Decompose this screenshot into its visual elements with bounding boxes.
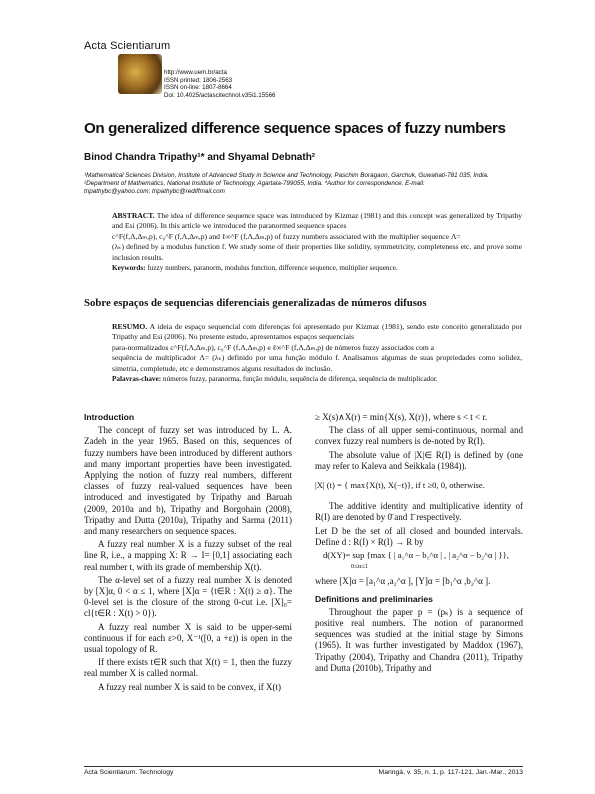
- footer-citation: Maringá, v. 35, n. 1, p. 117-121, Jan.-Mar., 2013: [378, 769, 523, 776]
- issn-online: ISSN on-line: 1807-8664: [164, 84, 232, 92]
- right-paragraph-6: where [X]α = [a₁^α ,a₂^α ], [Y]α = [b₁^α ,b₂^α ].: [315, 576, 491, 587]
- paper-title: On generalized difference sequence spaces of fuzzy numbers: [84, 120, 506, 137]
- resumo-text-3: sequência de multiplicador Λ= (λₖ) definido por uma função módulo f. Analisamos algumas de suas propriedades como solidez, simetria, completude, etc e demonstramos alguns resultados de inclusão.: [112, 353, 522, 373]
- keywords-label: Keywords:: [112, 264, 146, 273]
- palavras-chave-label: Palavras-chave:: [112, 375, 162, 384]
- issn-print: ISSN printed: 1806-2563: [164, 76, 233, 84]
- absolute-value-formula: |X| (t) = { max{X(t), X(−t)}, if t ≥0, 0, otherwise.: [315, 480, 485, 491]
- journal-logo-image: [118, 54, 162, 94]
- right-paragraph-3: The absolute value of |X|∈ R(I) is defined by (one may refer to Kaleva and Seikkala (1984)).: [315, 449, 523, 471]
- intro-paragraph-5: If there exists t∈R such that X(t) = 1, then the fuzzy real number X is called normal.: [84, 657, 292, 679]
- abstract-text-3: (λₖ) defined by a modulus function f. We study some of their properties like solidity, symmetricity, completeness etc. and prove some inclusion results.: [112, 242, 522, 262]
- author-emails: tripathybc@yahoo.com; tripathybc@rediffmail.com: [84, 187, 225, 195]
- intro-paragraph-3: The α-level set of a fuzzy real number X is denoted by [X]α, 0 < α ≤ 1, where [X]α = {t∈R : X(t) ≥ α}. The 0-level set is the closure of the strong 0-cut i.e. [X]₀= cl{t∈R : X(t) > 0}).: [84, 574, 292, 619]
- introduction-heading: Introduction: [84, 412, 135, 422]
- metric-formula: d(XY)= sup {max { | a₁^α − b₁^α | , | a₂^α − b₂^α | }},: [323, 550, 509, 561]
- right-paragraph-7: Throughout the paper p = (pₖ) is a sequence of positive real numbers. The notion of paranormed sequences was studied at the initial stage by Simons (1965). It was further investigated by Maddox (1967), Tripathy (2004), Tripathy and Chandra (2011), Tripathy and Dutta (2010b), Tripathy and: [315, 606, 523, 673]
- affiliation-1: ¹Mathematical Sciences Division, Institute of Advanced Study in Science and Technology, Paschim Boragaon, Garchuk, Guwahati-781 035, India.: [84, 172, 489, 179]
- footer-divider: [84, 766, 523, 767]
- affiliations: [84, 172, 524, 196]
- abstract-label: ABSTRACT.: [112, 211, 155, 220]
- intro-paragraph-4: A fuzzy real number X is said to be upper-semi continuous if for each ε>0, X⁻¹([0, a +ε)) is open in the usual topology of R.: [84, 621, 292, 655]
- resumo: [112, 322, 522, 384]
- metric-formula-subscript: 0≤α≤1: [351, 563, 369, 571]
- right-paragraph-2: The class of all upper semi-continuous, normal and convex fuzzy real numbers is de-noted by R(I).: [315, 425, 523, 447]
- left-column: [84, 412, 292, 695]
- resumo-text-1: A ideia de espaço sequencial com diferenças foi apresentado por Kizmaz (1981), sendo este conceito generalizado por Tripathy and Esi (2006). No presente estudo, apresentamos espaços sequenciais: [112, 322, 523, 342]
- journal-url[interactable]: http://www.uem.br/acta: [164, 69, 227, 76]
- abstract: [112, 211, 522, 273]
- portuguese-title: Sobre espaços de sequencias diferenciais generalizadas de números difusos: [84, 297, 427, 309]
- right-paragraph-4: The additive identity and multiplicative identity of R(I) are denoted by 0̄ and 1̄ respectively.: [315, 501, 523, 523]
- journal-info: [164, 69, 275, 99]
- resumo-label: RESUMO.: [112, 322, 148, 331]
- preliminaries-heading: Definitions and preliminaries: [315, 593, 433, 604]
- footer-journal: Acta Scientiarum. Technology: [84, 769, 174, 776]
- abstract-text-2: c^F(f,Λ,Δₘ,p), c₀^F (f,Λ,Δₘ,p) and ℓ∞^F (f,Λ,Δₘ,p) of fuzzy numbers associated with the multiplier sequence Λ=: [112, 231, 461, 241]
- intro-paragraph-6: A fuzzy real number X is said to be convex, if X(t): [98, 681, 281, 692]
- intro-paragraph-1: The concept of fuzzy set was introduced by L. A. Zadeh in the year 1965. Based on this, sequences of fuzzy numbers have been introduced by different authors and many important properties have been investigated. Applying the notion of fuzzy real numbers, different classes of fuzzy real-valued sequences have been introduced and investigated by Tripathy and Baruah (2009, 2010a and b), Tripathy and Borgohain (2008), Tripathy and Dutta (2010a), Tripathy and Sarma (2011) and many researchers on sequence spaces.: [84, 425, 292, 537]
- abstract-text-1: The idea of difference sequence space was introduced by Kizmaz (1981) and this concept was generalized by Tripathy and Esi (2006). In this article we introduced the paranormed sequence spaces: [112, 211, 522, 231]
- intro-paragraph-2: A fuzzy real number X is a fuzzy subset of the real line R, i.e., a mapping X: R → I= [0,1] associating each real number t, with its grade of membership X(t).: [84, 539, 292, 572]
- journal-name: Acta Scientiarum: [84, 40, 171, 52]
- resumo-text-2: para-normalizados c^F(f,Λ,Δₘ,p), c₀^F (f,Λ,Δₘ,p) e ℓ∞^F (f,Λ,Δₘ,p) de números fuzzy associados com a: [112, 342, 435, 352]
- keywords: fuzzy numbers, paranorm, modulus function, difference sequence, multiplier sequence.: [147, 264, 398, 273]
- palavras-chave: números fuzzy, paranorma, função módulo, sequência de diferença, sequência de multiplicador.: [162, 375, 438, 384]
- right-paragraph-5: Let D be the set of all closed and bounded intervals. Define d : R(I) × R(I) → R by: [315, 525, 523, 547]
- right-column: [315, 412, 523, 676]
- doi: Doi: 10.4025/actascitechnol.v35i1.15566: [164, 91, 276, 99]
- paper-authors: Binod Chandra Tripathy¹* and Shyamal Debnath²: [84, 152, 316, 163]
- right-paragraph-1: ≥ X(s)∧X(r) = min{X(s), X(r)}, where s < t < r.: [315, 412, 488, 422]
- affiliation-2: ²Department of Mathematics, National Institute of Technology, Agartala-799055, India. *Author for correspondence. E-mail:: [84, 179, 425, 187]
